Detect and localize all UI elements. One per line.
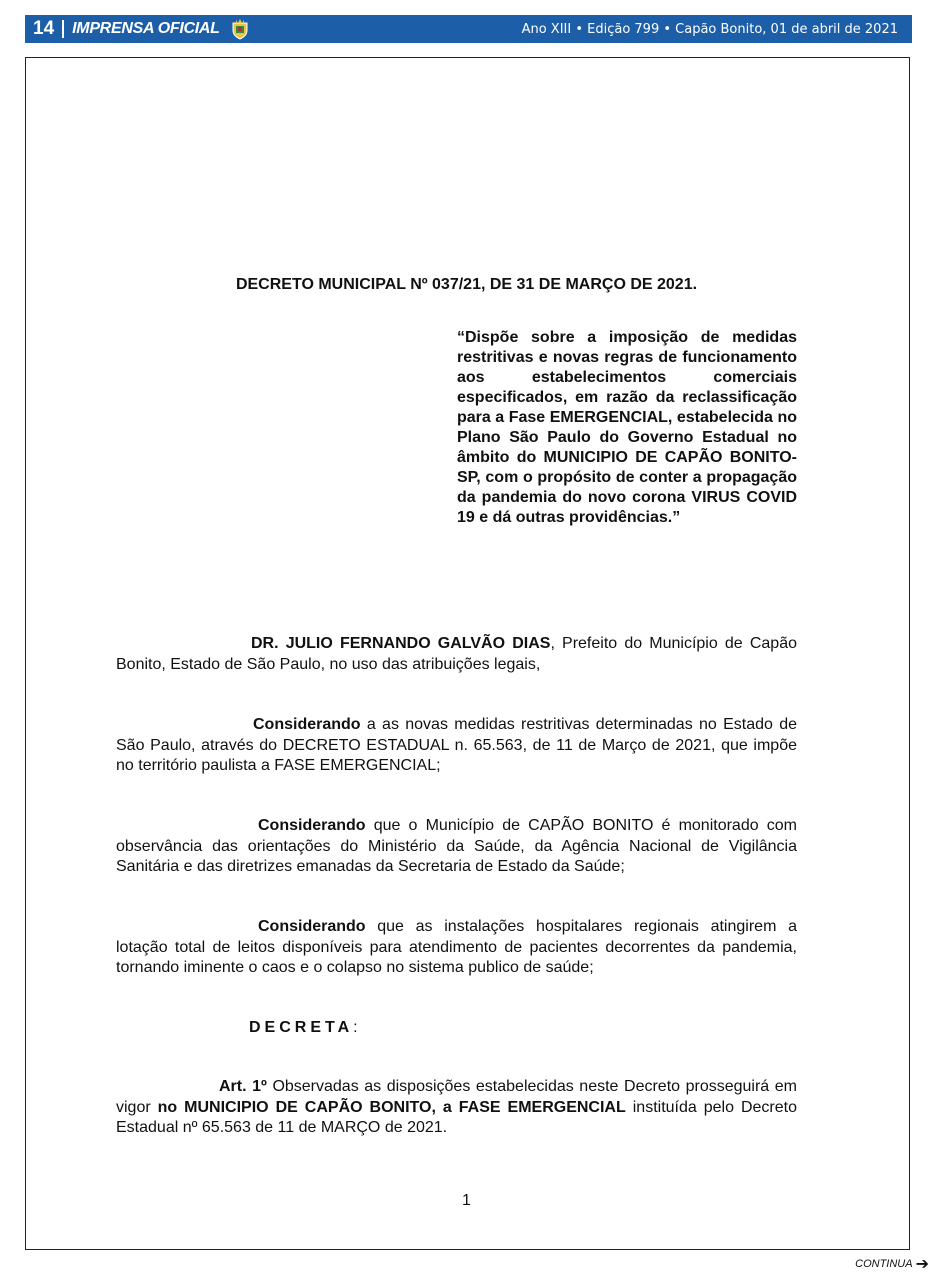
header-divider [62, 20, 64, 38]
article-1-text-b: instituída pelo Decreto Estadual nº 65.563 de 11 de MARÇO de 2021. [116, 1098, 797, 1136]
preamble-text: , Prefeito do Município de Capão Bonito, Estado de São Paulo, no uso das atribuições legais, [116, 635, 798, 673]
paper-name: IMPRENSA OFICIAL [72, 20, 220, 37]
considerando-lead: Considerando [258, 918, 366, 935]
decree-title: DECRETO MUNICIPAL Nº 037/21, DE 31 DE MARÇO DE 2021. [235, 276, 698, 293]
considerando-text: que as instalações hospitalares regionais atingirem a lotação total de leitos disponíveis para atendimento de pacientes decorrentes da pandemia, tornando iminente o caos e o colapso no sistema publico de saúde; [116, 918, 797, 976]
decreta-heading [249, 1019, 358, 1037]
document-page-number: 1 [462, 1192, 471, 1209]
continua-link [855, 1254, 929, 1274]
preamble-paragraph [116, 634, 797, 675]
article-1-bold: no MUNICIPIO DE CAPÃO BONITO, a FASE EMERGENCIAL [157, 1098, 626, 1116]
considerando-paragraph-2 [116, 816, 797, 878]
header-left [25, 15, 250, 43]
decree-ementa: “Dispõe sobre a imposição de medidas restritivas e novas regras de funcionamento aos estabelecimentos comerciais especificados, em razão da reclassificação para a Fase EMERGENCIAL, estabelecida no Plano São Paulo do Governo Estadual no âmbito do MUNICIPIO DE CAPÃO BONITO-SP, com o propósito de conter a propagação da pandemia do novo corona VIRUS COVID 19 e dá outras providências.” [457, 329, 797, 526]
considerando-paragraph-3 [116, 917, 797, 979]
arrow-right-icon: ➔ [915, 1256, 929, 1273]
considerando-text: a as novas medidas restritivas determinadas no Estado de São Paulo, através do DECRETO ESTADUAL n. 65.563, de 11 de Março de 2021, que impõe no território paulista a FASE EMERGENCIAL; [116, 716, 797, 774]
continua-label: CONTINUA [855, 1258, 913, 1270]
article-1-label: Art. 1º [219, 1078, 267, 1095]
city-crest-icon [230, 18, 250, 40]
article-1-text-a: Observadas as disposições estabelecidas neste Decreto prosseguirá em vigor [116, 1078, 797, 1116]
mayor-name: DR. JULIO FERNANDO GALVÃO DIAS [251, 635, 551, 652]
decreta-label: DECRETA [249, 1019, 354, 1036]
considerando-paragraph-1 [116, 715, 797, 777]
header-bar [25, 15, 912, 43]
header-page-number: 14 [33, 18, 55, 39]
edition-info: Ano XIII • Edição 799 • Capão Bonito, 01 de abril de 2021 [521, 21, 898, 37]
decreta-colon: : [353, 1019, 358, 1036]
article-1-paragraph [116, 1077, 797, 1139]
considerando-lead: Considerando [258, 817, 366, 834]
considerando-text: que o Município de CAPÃO BONITO é monitorado com observância das orientações do Ministério da Saúde, da Agência Nacional de Vigilância Sanitária e das diretrizes emanadas da Secretaria de Estado da Saúde; [116, 817, 797, 875]
considerando-lead: Considerando [253, 716, 361, 733]
